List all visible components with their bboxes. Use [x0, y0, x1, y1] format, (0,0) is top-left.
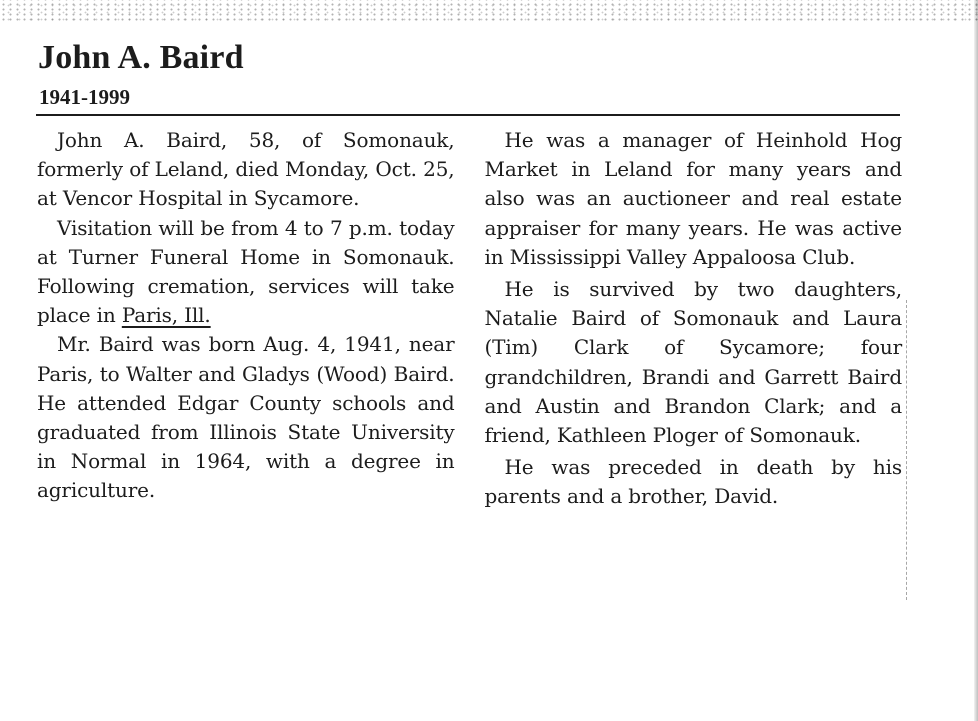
obituary-years: 1941-1999: [39, 85, 130, 109]
paragraph-visitation: [37, 214, 455, 331]
paragraph-biography: Mr. Baird was born Aug. 4, 1941, near Paris, to Walter and Gladys (Wood) Baird. He attended Edgar County schools and graduated from Illinois State University in Normal in 1964, with a degree in agriculture.: [37, 332, 455, 503]
paragraph-career: He was a manager of Heinhold Hog Market in Leland for many years and also was an auctioneer and real estate appraiser for many years. He was active in Mississippi Valley Appaloosa Club.: [484, 128, 902, 269]
obituary-name: John A. Baird: [38, 39, 244, 76]
underlined-location: Paris, Ill.: [121, 303, 211, 328]
scan-noise: [0, 0, 978, 22]
scan-edge-mark: [906, 300, 908, 600]
obituary-body: [36, 126, 902, 512]
visitation-text: Visitation will be from 4 to 7 p.m. today at Turner Funeral Home in Somonauk. Following cremation, services will take place in: [37, 215, 455, 328]
right-column: [485, 126, 903, 512]
paragraph-preceded: He was preceded in death by his parents and a brother, David.: [484, 455, 902, 509]
page-edge-shadow: [974, 0, 978, 721]
left-column: [37, 126, 455, 512]
obituary-clipping: [36, 38, 902, 512]
header-rule: [36, 114, 900, 116]
paragraph-survivors: He is survived by two daughters, Natalie Baird of Somonauk and Laura (Tim) Clark of Sycamore; four grandchildren, Brandi and Garrett Baird and Austin and Brandon Clark; and a friend, Kathleen Ploger of Somonauk.: [484, 277, 902, 448]
paragraph-death-notice: John A. Baird, 58, of Somonauk, formerly of Leland, died Monday, Oct. 25, at Vencor Hospital in Sycamore.: [37, 128, 455, 211]
